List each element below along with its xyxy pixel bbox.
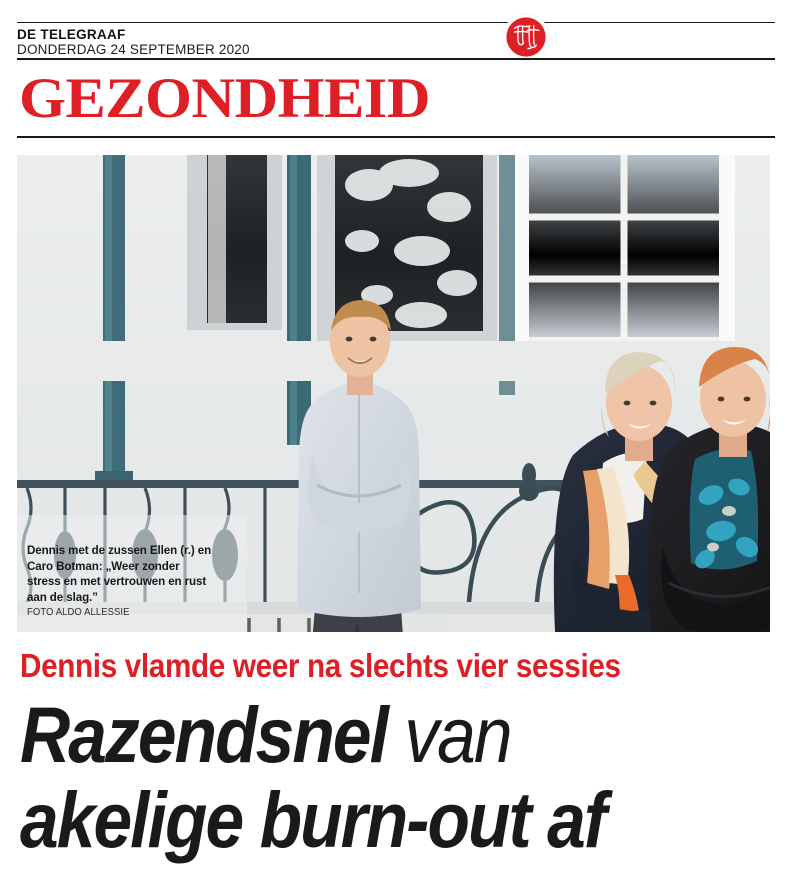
publication-name: DE TELEGRAAF (17, 27, 126, 42)
top-divider-rule (17, 22, 775, 23)
photo-caption (27, 543, 215, 620)
headline-line-2: akelige burn-out af (20, 775, 606, 864)
photo-credit: FOTO ALDO ALLESSIE (27, 607, 130, 619)
article-headline (20, 690, 780, 864)
headline-word-strong: Razendsnel (20, 690, 387, 779)
photo-caption-text: Dennis met de zussen Ellen (r.) en Caro Botman: „Weer zonder stress en met vertrouwen en rust aan de slag.” (27, 544, 212, 604)
masthead-divider-rule (17, 58, 775, 60)
article-kicker: Dennis vlamde weer na slechts vier sessies (20, 647, 621, 684)
publication-date: DONDERDAG 24 SEPTEMBER 2020 (17, 42, 250, 58)
section-title: GEZONDHEID (19, 67, 431, 130)
headline-word-light: van (404, 690, 511, 779)
masthead (17, 28, 250, 57)
headline-line-1 (20, 690, 689, 779)
section-divider-rule (17, 136, 775, 138)
telegraaf-t-logo-icon (502, 13, 550, 61)
